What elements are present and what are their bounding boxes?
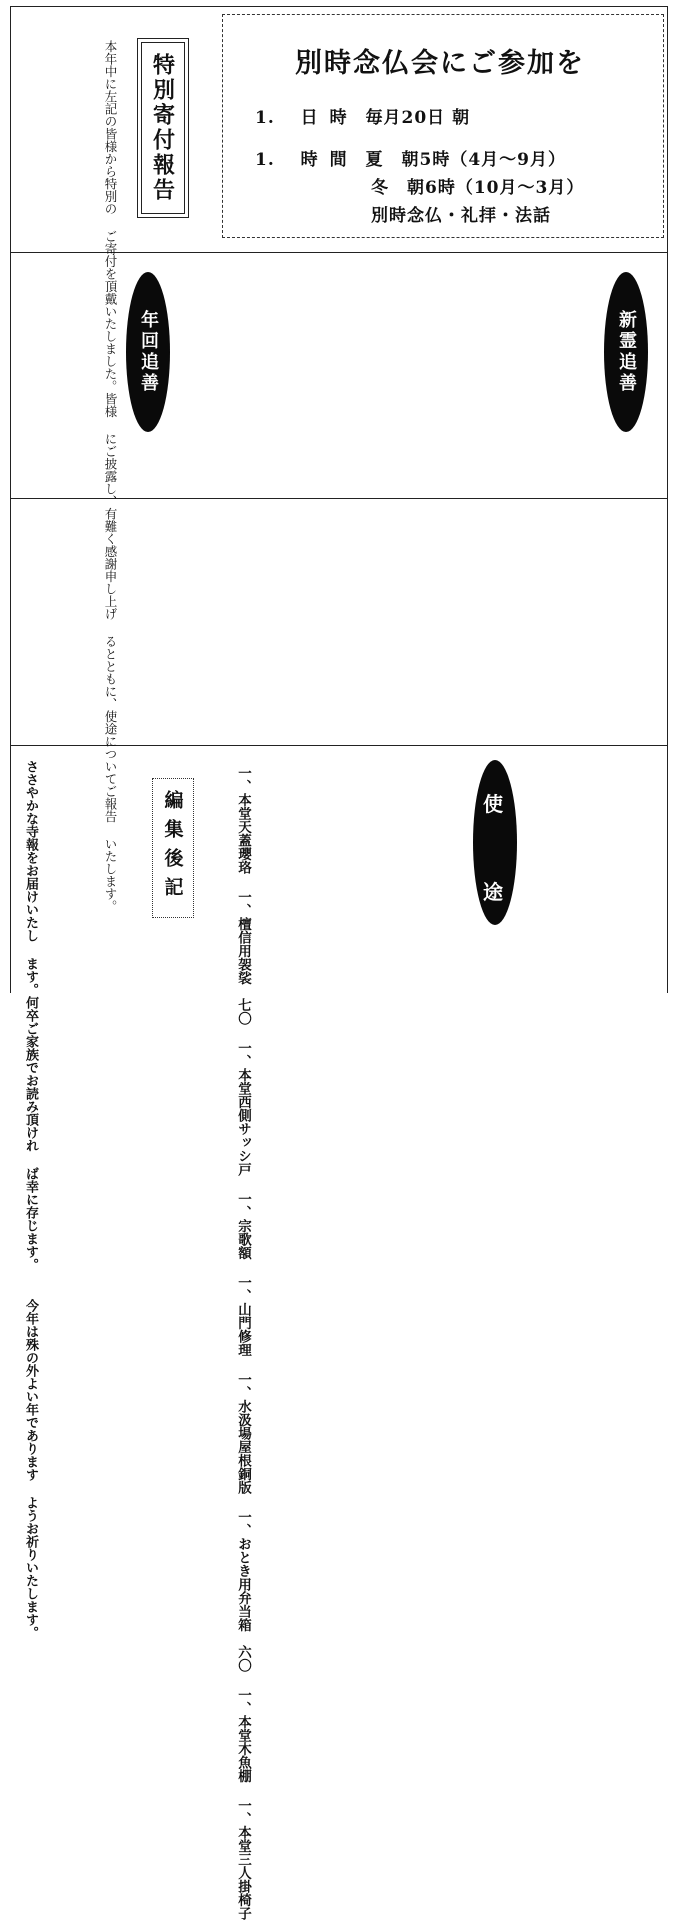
text-line: ささやかな寺報をお届けいたし — [23, 760, 38, 942]
text-line: ば幸に存じます。 — [23, 1167, 38, 1271]
text-line: ご寄付を頂戴いたしました。皆様 — [103, 230, 118, 418]
row-number: 1. — [255, 150, 275, 170]
usage-text-top: 使 — [483, 788, 503, 817]
list-item: 一、本堂西側サッシ戸 — [235, 1041, 251, 1176]
text-line: にご披露し、有難く感謝申し上げ — [103, 433, 118, 621]
editors-note-title: 編集後記 — [160, 790, 187, 906]
announcement-row-4 — [371, 201, 551, 226]
row-value: 別時念仏・礼拝・法話 — [371, 206, 551, 226]
list-item: 一、水汲場屋根銅版 — [235, 1373, 251, 1495]
text-line: るとともに、使途についてご報告 — [103, 635, 118, 823]
row-label: 日時 — [301, 108, 359, 128]
special-donation-title: 特別寄付報告 — [148, 53, 179, 203]
announcement-row-1 — [255, 103, 470, 128]
shinrei-tsuizen-label — [604, 272, 648, 432]
list-item: 一、おとき用弁当箱 六〇 — [235, 1510, 251, 1672]
row-number: 1. — [255, 108, 275, 128]
usage-text-bottom: 途 — [483, 876, 503, 905]
list-item: 一、山門修理 — [235, 1276, 251, 1357]
shinrei-tsuizen-text: 新霊追善 — [613, 310, 639, 394]
usage-item-list — [230, 766, 255, 986]
nenki-tsuizen-text: 年回追善 — [135, 310, 161, 394]
announcement-title: 別時念仏会にご参加を — [295, 41, 585, 80]
nenki-tsuizen-label — [126, 272, 170, 432]
editors-note-title-box — [152, 778, 194, 918]
text-line: ようお祈りいたします。 — [23, 1496, 38, 1639]
text-line: 今年は殊の外よい年であります — [23, 1286, 38, 1481]
row-value: 冬 朝6時（10月～3月） — [371, 178, 584, 198]
text-line: いたします。 — [103, 838, 118, 913]
special-donation-title-box — [137, 38, 189, 218]
list-item: 一、本堂木魚棚 — [235, 1688, 251, 1783]
nembutsu-announcement-box — [222, 14, 664, 238]
announcement-row-3 — [371, 173, 584, 198]
text-line: ます。何卒ご家族でお読み頂けれ — [23, 957, 38, 1152]
editors-note-text — [20, 760, 40, 985]
row-value: 夏 朝5時（4月～9月） — [366, 150, 567, 170]
text-line: 本年中に左記の皆様から特別の — [103, 40, 118, 215]
row-value: 毎月20日 朝 — [366, 108, 471, 128]
special-donation-text — [101, 40, 120, 250]
row-label: 時間 — [301, 150, 359, 170]
list-item: 一、本堂三人掛椅子 — [235, 1799, 251, 1920]
usage-label — [473, 760, 517, 925]
list-item: 一、宗歌額 — [235, 1192, 251, 1260]
announcement-row-2 — [255, 145, 566, 170]
list-item: 一、本堂天蓋瓔珞 — [235, 766, 251, 874]
list-item: 一、檀信用袈裟 七〇 — [235, 890, 251, 1025]
